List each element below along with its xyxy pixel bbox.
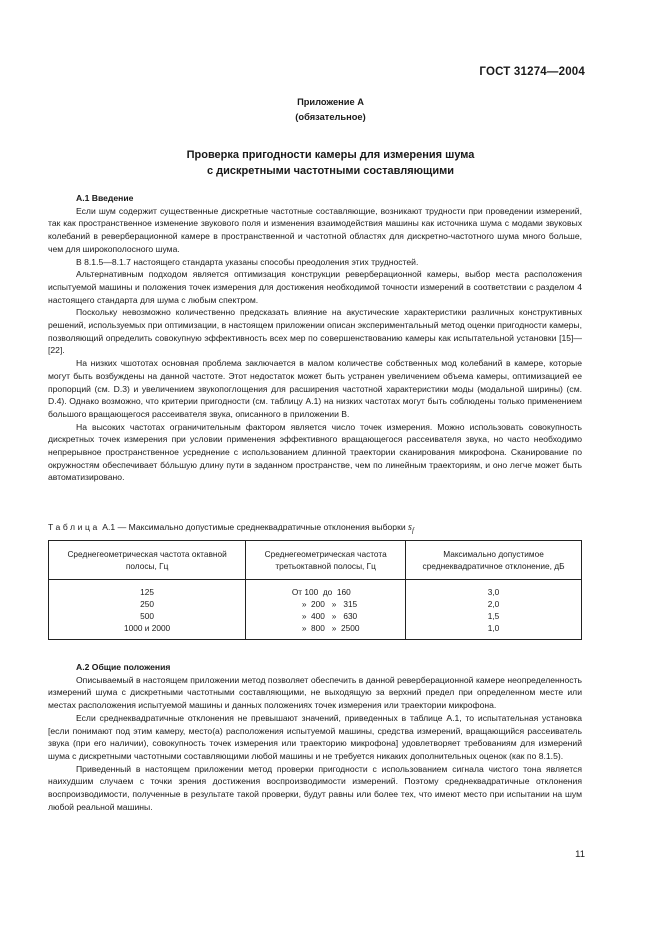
page-number: 11 xyxy=(575,849,585,860)
paragraph: Приведенный в настоящем приложении метод проверки пригодности с использованием сигнала чистого тона является наихудшим случаем с точки зрения достижения воспроизводимости измерений. Поэтому среднеквадратичные отклонения воспроизводимости, полученные в результате такой проверки, будут равны или более тех, что имеют место при испытании на шум любой реальной машины. xyxy=(48,763,582,812)
table-cell: 125 xyxy=(140,587,155,597)
paragraph: Описываемый в настоящем приложении метод позволяет обеспечить в данной реверберационной камере неопределенность измерений шума с дискретными частотными составляющими, не выходящую за верхний предел при определенном месте или местах расположения испытуемой машины и данных положениях точек измерения или траектории микрофона. xyxy=(48,674,582,711)
table-cell: 1,5 xyxy=(487,611,500,621)
table-cell: » 200 » 315 xyxy=(301,599,358,609)
main-title-line-2: с дискретными частотными составляющими xyxy=(207,165,454,177)
main-title-line-1: Проверка пригодности камеры для измерения шума xyxy=(186,149,475,161)
table-cell: 500 xyxy=(140,611,155,621)
table-cell: 250 xyxy=(140,599,155,609)
table-row xyxy=(49,580,582,640)
column-header-octave: Среднегеометрическая частота октавной полосы, Гц xyxy=(49,541,246,580)
table-caption-subscript: f xyxy=(411,526,414,535)
table-cell: 1000 и 2000 xyxy=(124,623,171,633)
table-cell: 3,0 xyxy=(487,587,500,597)
standard-number: ГОСТ 31274—2004 xyxy=(479,66,585,78)
column-header-max-deviation: Максимально допустимое среднеквадратичное отклонение, дБ xyxy=(406,541,582,580)
table-caption-label: Таблица xyxy=(48,522,100,532)
paragraph: Если шум содержит существенные дискретные частотные составляющие, возникают трудности при проведении измерений, так как пространственное изменение звукового поля и изменения взаимодействия машины как источника шума с модами звуковых колебаний в реверберационной камере в пространственной и частотной областях для дискретно-частотного шума много больше, чем для широкополосного шума. xyxy=(48,205,582,254)
paragraph: На низких чшототах основная проблема заключается в малом количестве собственных мод колебаний в камере, которые могут быть возбуждены на данной частоте. Этот недостаток может быть устранен увеличением объема камеры, оптимизацией ее пропорций (см. D.3) и увеличением звукопоглощения для расширения частотной характеристики моды (модальной ширины) (см. D.4). Однако возможно, что критерии пригодности (см. таблицу А.1) на низких частотах могут быть соблюдены только применением большого вращающегося рассеивателя звука, описанного в приложении В. xyxy=(48,358,582,419)
max-deviation-values-cell xyxy=(406,580,582,640)
third-octave-values-cell xyxy=(246,580,406,640)
section-introduction xyxy=(48,192,582,484)
table-cell: 1,0 xyxy=(487,623,500,633)
paragraph: В 8.1.5—8.1.7 настоящего стандарта указаны способы преодоления этих трудностей. xyxy=(76,256,419,267)
section-heading: А.1 Введение xyxy=(76,193,134,203)
table-cell: » 400 » 630 xyxy=(301,611,358,621)
paragraph: Альтернативным подходом является оптимизация конструкции реверберационной камеры, выбор места расположения испытуемой машины и положения точек измерения для достижения необходимой точности измерений в соответствии с разделом 4 настоящего стандарта для шума с любым спектром. xyxy=(48,269,582,305)
table-cell: » 800 » 2500 xyxy=(301,623,360,633)
annex-title: Приложение А xyxy=(297,97,364,107)
annex-heading xyxy=(0,95,661,125)
paragraph: Если среднеквадратичные отклонения не превышают значений, приведенных в таблице А.1, то испытательная установка [если понимают под этим камеру, место(а) расположения испытуемой машины, средства измерений, вращающийся рассеиватель звука (при его наличии), совокупность точек измерения или траекторию микрофона] удовлетворяет требованиям для измерений шума с дискретными частотными составляющими любой машины и не требуется никаких дополнительных оценок (как по 8.1.5). xyxy=(48,712,582,761)
table-cell: От 100 до 160 xyxy=(291,587,351,597)
paragraph: На высоких частотах ограничительным фактором является число точек измерения. Можно использовать совокупность дискретных точек измерения при условии применения эффективного вращающегося рассеивателя звука, но часто необходимо непрерывное пространственное усреднение с использованием длинной траектории сканирования микрофона. Сканирование по окружностям обеспечивает бо́льшую длину пути в заданном пространстве, чем по линейным траекториям, и оно легче может быть автоматизировано. xyxy=(48,421,582,483)
section-general-provisions xyxy=(48,661,582,813)
table-cell: 2,0 xyxy=(487,599,500,609)
paragraph: Поскольку невозможно количественно предсказать влияние на акустические характеристики различных конструктивных решений, используемых при оптимизации, в настоящем приложении описан экспериментальный метод оценки пригодности камеры, позволяющий определить совокупную эффективность всех мер по совершенствованию камеры как испытательной установки [15]—[22]. xyxy=(48,307,582,356)
annex-status: (обязательное) xyxy=(295,112,366,122)
annex-main-title xyxy=(0,147,661,179)
table-caption-symbol: s xyxy=(408,522,412,533)
deviation-table xyxy=(48,540,582,640)
column-header-third-octave: Среднегеометрическая частота третьоктавной полосы, Гц xyxy=(246,541,406,580)
section-heading: А.2 Общие положения xyxy=(76,662,171,672)
third-octave-list xyxy=(292,586,360,634)
table-caption xyxy=(48,522,414,535)
table-caption-text: А.1 — Максимально допустимые среднеквадратичные отклонения выборки xyxy=(102,522,406,532)
table-header-row xyxy=(49,541,582,580)
octave-values-cell xyxy=(49,580,246,640)
